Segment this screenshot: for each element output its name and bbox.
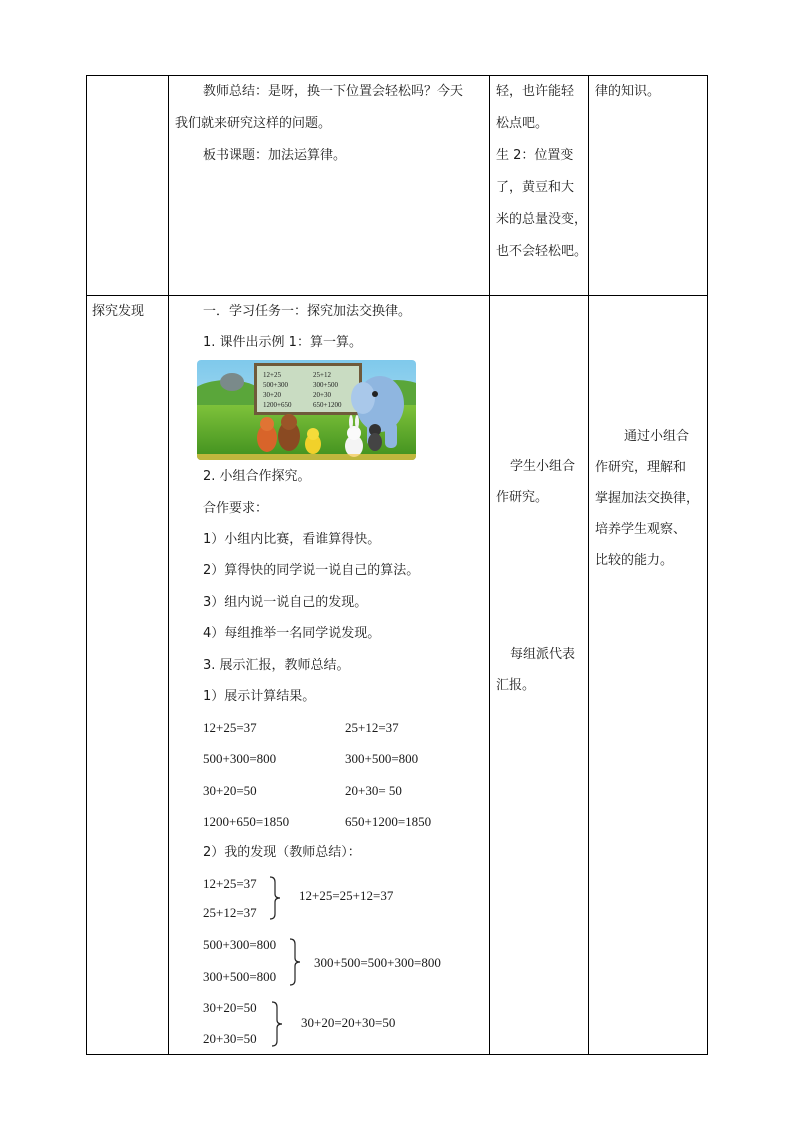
design-intent-line: 作研究，理解和 [595, 460, 687, 475]
finding-equation: 30+20=20+30=50 [301, 1015, 396, 1030]
sub-step-1: 1）展示计算结果。 [203, 689, 316, 704]
step-2: 2. 小组合作探究。 [203, 469, 311, 484]
student-activity-line: 作研究。 [496, 490, 549, 505]
table-border-bottom [86, 1054, 708, 1055]
step-1: 1. 课件出示例 1：算一算。 [203, 335, 362, 350]
stage-label: 探究发现 [92, 304, 145, 319]
result-right: 20+30= 50 [345, 783, 402, 798]
table-border-top [86, 75, 708, 76]
finding-expr: 500+300=800 [203, 937, 277, 952]
board-left-expr: 500+300 [263, 381, 288, 389]
finding-expr: 300+500=800 [203, 969, 277, 984]
table-border-right [707, 75, 708, 1055]
finding-equation: 300+500=500+300=800 [314, 955, 441, 970]
right-brace-icon [268, 876, 282, 920]
student-response-line: 轻，也许能轻 [496, 84, 575, 99]
teacher-summary-line2: 我们就来研究这样的问题。 [175, 116, 332, 131]
requirement-item: 4）每组推举一名同学说发现。 [203, 626, 381, 641]
requirement-item: 2）算得快的同学说一说自己的算法。 [203, 563, 420, 578]
result-left: 12+25=37 [203, 720, 257, 735]
student-activity-line: 汇报。 [496, 678, 536, 693]
board-left-expr: 1200+650 [263, 401, 292, 409]
requirement-item: 1）小组内比赛，看谁算得快。 [203, 532, 381, 547]
finding-expr: 25+12=37 [203, 905, 257, 920]
student-activity-line: 每组派代表 [510, 647, 576, 662]
student-response-line: 也不会轻松吧。 [496, 244, 588, 259]
requirement-item: 3）组内说一说自己的发现。 [203, 595, 368, 610]
sub-step-2: 2）我的发现（教师总结）： [203, 845, 361, 860]
design-intent-line: 掌握加法交换律， [595, 491, 700, 506]
table-col-divider-3 [588, 75, 589, 1055]
result-left: 1200+650=1850 [203, 814, 290, 829]
design-intent-line: 培养学生观察、 [595, 522, 687, 537]
student-response-line: 生 2：位置变 [496, 148, 574, 163]
result-right: 300+500=800 [345, 751, 419, 766]
task-title: 一．学习任务一：探究加法交换律。 [203, 304, 412, 319]
board-left-expr: 12+25 [263, 371, 281, 379]
student-response-line: 了，黄豆和大 [496, 180, 575, 195]
board-right-expr: 20+30 [313, 391, 331, 399]
finding-expr: 30+20=50 [203, 1000, 257, 1015]
design-intent-line: 律的知识。 [595, 84, 661, 99]
example-illustration-svg [197, 360, 416, 460]
result-left: 30+20=50 [203, 783, 257, 798]
table-col-divider-1 [168, 75, 169, 1055]
teacher-summary-line1: 教师总结：是呀，换一下位置会轻松吗？今天 [203, 84, 464, 99]
board-right-expr: 300+500 [313, 381, 338, 389]
finding-equation: 12+25=25+12=37 [299, 888, 394, 903]
right-brace-icon [270, 1001, 284, 1047]
table-border-left [86, 75, 87, 1055]
example-illustration [197, 360, 416, 460]
board-right-expr: 650+1200 [313, 401, 342, 409]
board-left-expr: 30+20 [263, 391, 281, 399]
table-row-divider [86, 295, 708, 296]
result-left: 500+300=800 [203, 751, 277, 766]
table-col-divider-2 [489, 75, 490, 1055]
student-activity-line: 学生小组合 [510, 459, 576, 474]
finding-expr: 12+25=37 [203, 876, 257, 891]
board-title: 板书课题：加法运算律。 [203, 148, 347, 163]
finding-expr: 20+30=50 [203, 1031, 257, 1046]
right-brace-icon [288, 938, 302, 986]
result-right: 25+12=37 [345, 720, 399, 735]
student-response-line: 松点吧。 [496, 116, 549, 131]
result-right: 650+1200=1850 [345, 814, 432, 829]
design-intent-line: 比较的能力。 [595, 553, 674, 568]
student-response-line: 米的总量没变， [496, 212, 588, 227]
board-right-expr: 25+12 [313, 371, 331, 379]
requirements-title: 合作要求： [203, 501, 269, 516]
step-3: 3. 展示汇报，教师总结。 [203, 658, 350, 673]
design-intent-line: 通过小组合 [624, 429, 690, 444]
